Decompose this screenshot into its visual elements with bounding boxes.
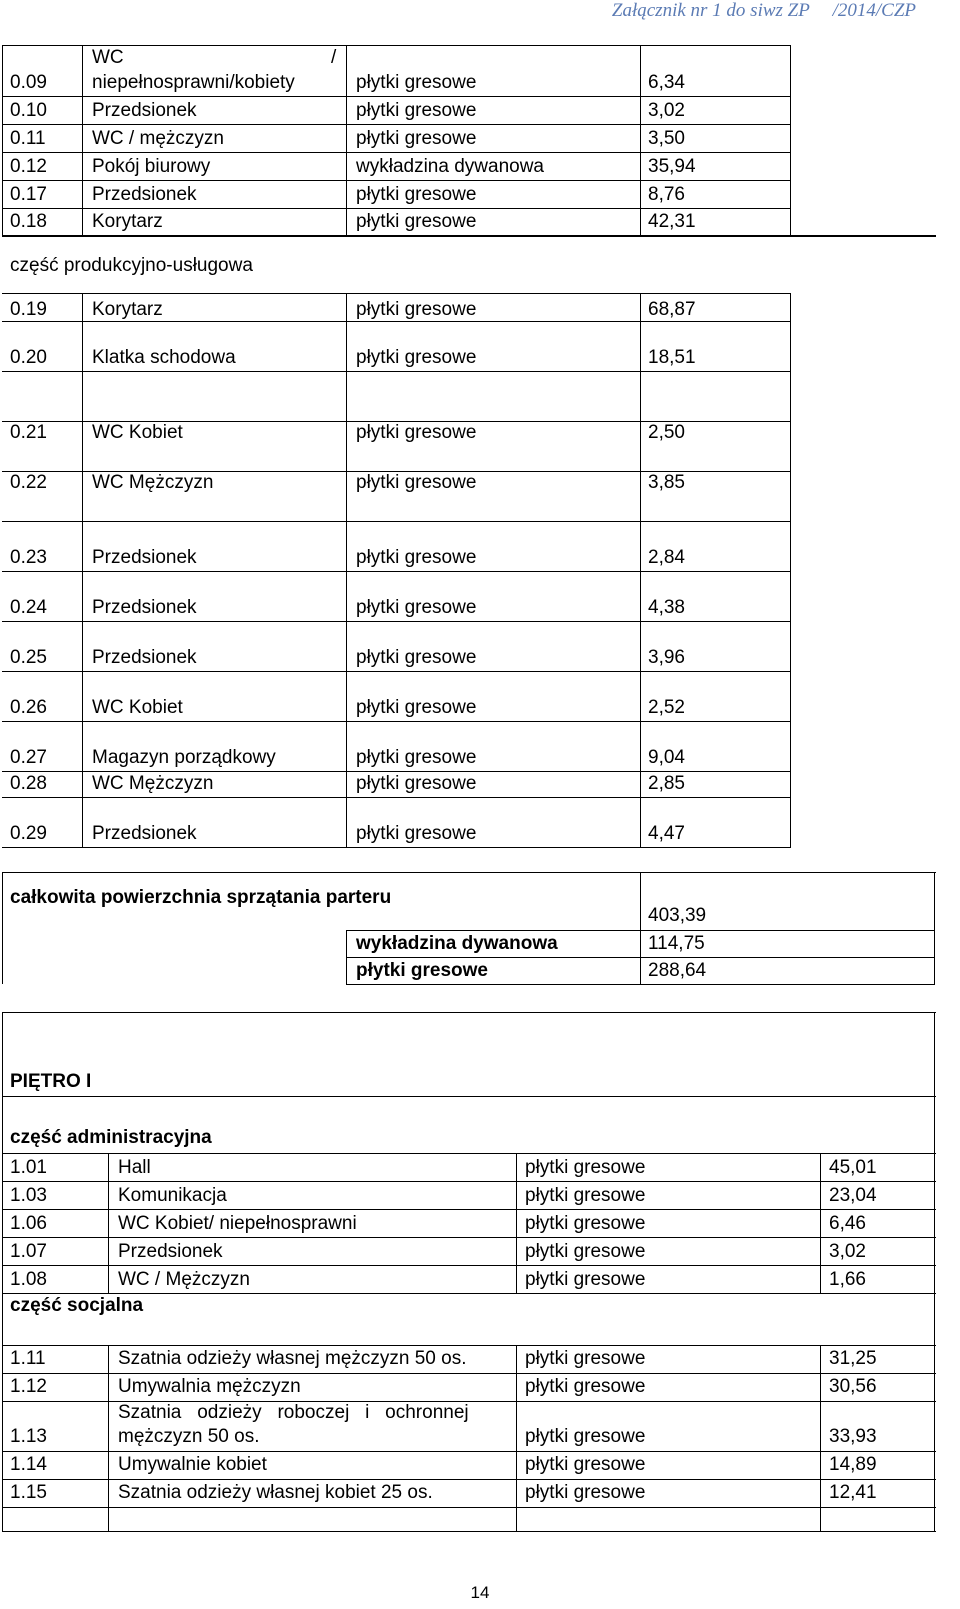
- room-number: 0.22: [10, 472, 47, 493]
- room-name: Pokój biurowy: [92, 156, 211, 177]
- area-value: 3,96: [648, 647, 685, 668]
- room-number: 1.14: [10, 1454, 47, 1475]
- room-number: 0.11: [10, 128, 46, 149]
- floor-type: płytki gresowe: [525, 1241, 646, 1262]
- room-number: 0.20: [10, 347, 47, 368]
- floor-type: płytki gresowe: [356, 472, 477, 493]
- area-value: 33,93: [829, 1426, 877, 1447]
- carpet-value: 114,75: [648, 933, 705, 954]
- section-heading: część produkcyjno-usługowa: [10, 255, 253, 276]
- section-heading: część socjalna: [10, 1295, 144, 1316]
- room-number: 0.18: [10, 211, 47, 232]
- room-number: 0.28: [10, 773, 47, 794]
- area-value: 31,25: [829, 1348, 877, 1369]
- area-value: 3,85: [648, 472, 685, 493]
- room-name: Hall: [118, 1157, 151, 1178]
- area-value: 42,31: [648, 211, 696, 232]
- carpet-label: wykładzina dywanowa: [356, 933, 558, 954]
- room-name: Szatnia odzieży roboczej i ochronnej: [118, 1402, 469, 1423]
- area-value: 1,66: [829, 1269, 866, 1290]
- room-name: Szatnia odzieży własnej mężczyzn 50 os.: [118, 1348, 467, 1369]
- area-value: 8,76: [648, 184, 685, 205]
- tiles-value: 288,64: [648, 960, 707, 981]
- area-value: 2,84: [648, 547, 685, 568]
- room-name: WC Mężczyzn: [92, 472, 214, 493]
- floor-type: wykładzina dywanowa: [356, 156, 544, 177]
- floor-type: płytki gresowe: [525, 1213, 646, 1234]
- area-value: 6,46: [829, 1213, 866, 1234]
- room-number: 0.09: [10, 72, 47, 93]
- floor-type: płytki gresowe: [356, 597, 477, 618]
- floor-type: płytki gresowe: [356, 347, 477, 368]
- room-number: 0.12: [10, 156, 47, 177]
- total-area-value: 403,39: [648, 905, 707, 926]
- area-value: 23,04: [829, 1185, 877, 1206]
- floor-type: płytki gresowe: [356, 747, 477, 768]
- floor-type: płytki gresowe: [356, 128, 477, 149]
- room-name-continued: niepełnosprawni/kobiety: [92, 72, 295, 93]
- room-name: Klatka schodowa: [92, 347, 236, 368]
- room-number: 0.29: [10, 823, 47, 844]
- floor-type: płytki gresowe: [356, 422, 477, 443]
- room-name: Przedsionek: [92, 823, 197, 844]
- header-case-number: /2014/CZP: [832, 0, 916, 21]
- room-number: 0.25: [10, 647, 47, 668]
- area-value: 14,89: [829, 1454, 877, 1475]
- room-name: Przedsionek: [92, 597, 197, 618]
- area-value: 2,52: [648, 697, 685, 718]
- area-value: 35,94: [648, 156, 696, 177]
- floor-type: płytki gresowe: [525, 1454, 646, 1475]
- room-name: Przedsionek: [92, 184, 197, 205]
- header-annex-label: Załącznik nr 1 do siwz ZP: [611, 0, 810, 21]
- room-number: 1.12: [10, 1376, 47, 1397]
- floor-type: płytki gresowe: [356, 697, 477, 718]
- room-name: Korytarz: [92, 211, 163, 232]
- room-number: 0.21: [10, 422, 47, 443]
- room-name: Przedsionek: [118, 1241, 223, 1262]
- area-value: 18,51: [648, 347, 696, 368]
- area-value: 4,38: [648, 597, 685, 618]
- floor-type: płytki gresowe: [356, 647, 477, 668]
- room-number: 1.06: [10, 1213, 47, 1234]
- floor-type: płytki gresowe: [525, 1269, 646, 1290]
- floor-type: płytki gresowe: [356, 211, 477, 232]
- room-number: 1.07: [10, 1241, 47, 1262]
- area-value: 9,04: [648, 747, 685, 768]
- area-value: 6,34: [648, 72, 685, 93]
- room-name: Korytarz: [92, 299, 163, 320]
- room-name: WC Kobiet: [92, 422, 183, 443]
- area-value: 3,02: [648, 100, 685, 121]
- room-number: 1.11: [10, 1348, 46, 1369]
- floor-type: płytki gresowe: [525, 1348, 646, 1369]
- room-name: WC: [92, 47, 124, 68]
- room-name: Umywalnia mężczyzn: [118, 1376, 301, 1397]
- room-name-continued: mężczyzn 50 os.: [118, 1426, 260, 1447]
- room-name-slash: /: [331, 47, 337, 68]
- total-area-label: całkowita powierzchnia sprzątania parteru: [10, 887, 392, 908]
- area-value: 4,47: [648, 823, 685, 844]
- floor-type: płytki gresowe: [356, 100, 477, 121]
- floor-type: płytki gresowe: [525, 1157, 646, 1178]
- room-name: WC Mężczyzn: [92, 773, 214, 794]
- floor-type: płytki gresowe: [356, 299, 477, 320]
- page-title: PIĘTRO I: [10, 1071, 92, 1092]
- room-name: Przedsionek: [92, 647, 197, 668]
- page-number: 14: [470, 1583, 490, 1602]
- area-value: 45,01: [829, 1157, 877, 1178]
- floor-type: płytki gresowe: [525, 1185, 646, 1206]
- section-heading: część administracyjna: [10, 1127, 212, 1148]
- room-number: 1.08: [10, 1269, 47, 1290]
- room-number: 0.27: [10, 747, 47, 768]
- room-number: 1.03: [10, 1185, 47, 1206]
- room-number: 0.19: [10, 299, 47, 320]
- floor-type: płytki gresowe: [356, 823, 477, 844]
- area-value: 3,50: [648, 128, 685, 149]
- floor-type: płytki gresowe: [525, 1376, 646, 1397]
- area-value: 3,02: [829, 1241, 866, 1262]
- document-header: [612, 0, 916, 22]
- room-number: 0.24: [10, 597, 47, 618]
- room-name: Przedsionek: [92, 547, 197, 568]
- area-value: 12,41: [829, 1482, 877, 1503]
- room-name: Komunikacja: [118, 1185, 227, 1206]
- tiles-label: płytki gresowe: [356, 960, 488, 981]
- room-name: WC Kobiet: [92, 697, 183, 718]
- room-number: 0.26: [10, 697, 47, 718]
- floor-type: płytki gresowe: [356, 72, 477, 93]
- area-value: 68,87: [648, 299, 696, 320]
- room-number: 1.15: [10, 1482, 47, 1503]
- room-name: WC / mężczyzn: [92, 128, 224, 149]
- room-number: 1.13: [10, 1426, 47, 1447]
- room-name: WC Kobiet/ niepełnosprawni: [118, 1213, 357, 1234]
- floor-type: płytki gresowe: [356, 773, 477, 794]
- area-value: 2,50: [648, 422, 685, 443]
- floor-type: płytki gresowe: [525, 1426, 646, 1447]
- area-value: 2,85: [648, 773, 685, 794]
- room-name: Magazyn porządkowy: [92, 747, 276, 768]
- room-number: 0.23: [10, 547, 47, 568]
- floor-type: płytki gresowe: [356, 547, 477, 568]
- room-number: 1.01: [10, 1157, 47, 1178]
- room-name: Szatnia odzieży własnej kobiet 25 os.: [118, 1482, 433, 1503]
- room-number: 0.10: [10, 100, 47, 121]
- area-value: 30,56: [829, 1376, 877, 1397]
- room-name: Umywalnie kobiet: [118, 1454, 267, 1475]
- room-name: Przedsionek: [92, 100, 197, 121]
- floor-type: płytki gresowe: [525, 1482, 646, 1503]
- floor-type: płytki gresowe: [356, 184, 477, 205]
- room-number: 0.17: [10, 184, 47, 205]
- room-name: WC / Mężczyzn: [118, 1269, 250, 1290]
